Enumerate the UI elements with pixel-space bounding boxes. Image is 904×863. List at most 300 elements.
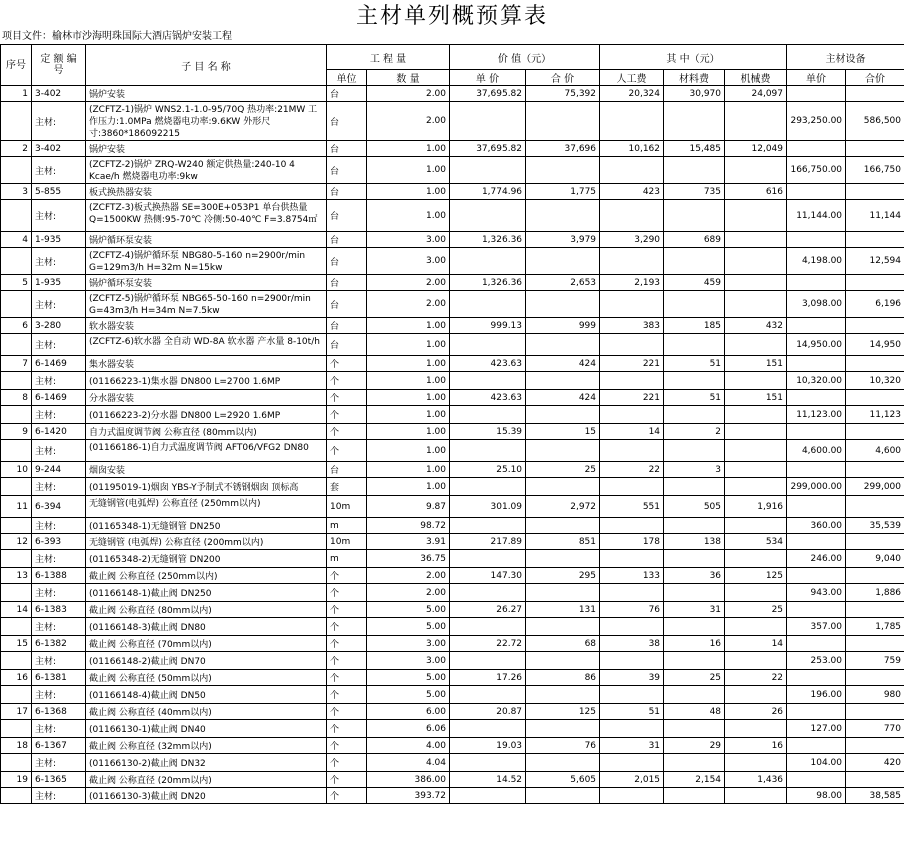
cell-m-unit-price: 98.00 — [787, 788, 846, 804]
cell-mat-fee: 505 — [664, 496, 725, 518]
cell-total — [526, 334, 600, 356]
cell-m-total: 12,594 — [846, 248, 904, 275]
cell-labor: 221 — [600, 356, 664, 372]
cell-code: 6-1368 — [32, 704, 86, 720]
cell-mat-fee — [664, 518, 725, 534]
cell-unit-price: 37,695.82 — [450, 141, 526, 157]
cell-seq — [1, 334, 32, 356]
cell-unit: 个 — [327, 602, 367, 618]
cell-machine: 12,049 — [725, 141, 787, 157]
cell-qty: 3.00 — [367, 232, 450, 248]
cell-mat-fee — [664, 334, 725, 356]
cell-unit-price: 423.63 — [450, 356, 526, 372]
cell-labor — [600, 372, 664, 390]
cell-qty: 6.06 — [367, 720, 450, 738]
cell-m-total: 420 — [846, 754, 904, 772]
cell-seq: 8 — [1, 390, 32, 406]
cell-qty: 2.00 — [367, 584, 450, 602]
cell-qty: 1.00 — [367, 424, 450, 440]
cell-total — [526, 518, 600, 534]
table-row — [1, 462, 904, 478]
cell-m-unit-price: 3,098.00 — [787, 291, 846, 318]
cell-labor: 10,162 — [600, 141, 664, 157]
cell-name: (01166223-2)分水器 DN800 L=2920 1.6MP — [86, 406, 327, 424]
cell-m-total — [846, 636, 904, 652]
cell-m-unit-price — [787, 772, 846, 788]
cell-total — [526, 440, 600, 462]
cell-name: 锅炉循环泵安装 — [86, 275, 327, 291]
cell-name: 锅炉安装 — [86, 141, 327, 157]
cell-machine: 16 — [725, 738, 787, 754]
cell-seq — [1, 102, 32, 141]
cell-unit: 台 — [327, 232, 367, 248]
cell-machine — [725, 232, 787, 248]
cell-mat-fee — [664, 248, 725, 275]
cell-total: 68 — [526, 636, 600, 652]
cell-mat-fee: 459 — [664, 275, 725, 291]
header-total: 合 价 — [526, 70, 600, 86]
cell-m-total — [846, 738, 904, 754]
cell-code: 6-1381 — [32, 670, 86, 686]
cell-machine: 151 — [725, 390, 787, 406]
cell-name: 集水器安装 — [86, 356, 327, 372]
cell-name: (ZCFTZ-2)锅炉 ZRQ-W240 额定供热量:240-10 4 Kcae/h 燃烧器电功率:9kw — [86, 157, 327, 184]
cell-total — [526, 372, 600, 390]
cell-seq: 17 — [1, 704, 32, 720]
cell-mat-fee: 25 — [664, 670, 725, 686]
cell-mat-fee — [664, 372, 725, 390]
cell-code: 3-280 — [32, 318, 86, 334]
cell-unit-price: 1,326.36 — [450, 232, 526, 248]
cell-name: (01165348-1)无缝钢管 DN250 — [86, 518, 327, 534]
cell-code: 1-935 — [32, 275, 86, 291]
cell-unit-price: 15.39 — [450, 424, 526, 440]
cell-m-total — [846, 86, 904, 102]
cell-mat-fee: 2 — [664, 424, 725, 440]
cell-labor — [600, 248, 664, 275]
cell-code: 主材: — [32, 102, 86, 141]
table-row — [1, 248, 904, 275]
cell-unit: 台 — [327, 275, 367, 291]
cell-machine — [725, 372, 787, 390]
cell-unit-price — [450, 248, 526, 275]
cell-m-total — [846, 462, 904, 478]
cell-machine — [725, 754, 787, 772]
cell-code: 主材: — [32, 334, 86, 356]
header-unit: 单位 — [327, 70, 367, 86]
cell-mat-fee: 51 — [664, 356, 725, 372]
cell-unit: 台 — [327, 157, 367, 184]
header-code: 定 额 编 号 — [32, 45, 86, 86]
cell-labor — [600, 291, 664, 318]
cell-total — [526, 478, 600, 496]
cell-m-unit-price: 246.00 — [787, 550, 846, 568]
cell-m-total: 586,500 — [846, 102, 904, 141]
cell-qty: 1.00 — [367, 406, 450, 424]
cell-seq — [1, 618, 32, 636]
cell-machine: 26 — [725, 704, 787, 720]
cell-unit-price: 20.87 — [450, 704, 526, 720]
cell-m-total — [846, 356, 904, 372]
cell-code: 主材: — [32, 200, 86, 232]
cell-m-total: 6,196 — [846, 291, 904, 318]
cell-seq: 11 — [1, 496, 32, 518]
cell-m-total — [846, 424, 904, 440]
cell-mat-fee — [664, 440, 725, 462]
cell-name: (01166148-1)截止阀 DN250 — [86, 584, 327, 602]
table-row — [1, 772, 904, 788]
cell-code: 6-1469 — [32, 356, 86, 372]
cell-m-unit-price — [787, 390, 846, 406]
cell-labor: 2,015 — [600, 772, 664, 788]
cell-code: 6-393 — [32, 534, 86, 550]
cell-labor: 133 — [600, 568, 664, 584]
cell-unit-price: 423.63 — [450, 390, 526, 406]
cell-mat-fee — [664, 720, 725, 738]
cell-name: 锅炉循环泵安装 — [86, 232, 327, 248]
cell-m-unit-price: 357.00 — [787, 618, 846, 636]
cell-m-unit-price — [787, 232, 846, 248]
cell-total — [526, 686, 600, 704]
cell-qty: 2.00 — [367, 102, 450, 141]
cell-total: 75,392 — [526, 86, 600, 102]
cell-code: 3-402 — [32, 86, 86, 102]
cell-qty: 36.75 — [367, 550, 450, 568]
cell-machine — [725, 334, 787, 356]
cell-unit-price — [450, 372, 526, 390]
cell-mat-fee: 31 — [664, 602, 725, 618]
cell-m-total — [846, 275, 904, 291]
cell-total: 2,653 — [526, 275, 600, 291]
cell-machine — [725, 478, 787, 496]
cell-m-total — [846, 704, 904, 720]
table-row — [1, 534, 904, 550]
cell-name: 截止阀 公称直径 (20mm以内) — [86, 772, 327, 788]
cell-labor: 383 — [600, 318, 664, 334]
cell-unit-price: 37,695.82 — [450, 86, 526, 102]
cell-unit: 个 — [327, 584, 367, 602]
cell-code: 主材: — [32, 372, 86, 390]
cell-labor: 39 — [600, 670, 664, 686]
header-unit-price: 单 价 — [450, 70, 526, 86]
cell-total: 851 — [526, 534, 600, 550]
cell-total: 295 — [526, 568, 600, 584]
cell-seq — [1, 788, 32, 804]
cell-m-total — [846, 232, 904, 248]
cell-total — [526, 248, 600, 275]
cell-m-unit-price: 4,600.00 — [787, 440, 846, 462]
table-row — [1, 356, 904, 372]
cell-unit-price: 301.09 — [450, 496, 526, 518]
cell-unit: 10m — [327, 496, 367, 518]
cell-seq — [1, 518, 32, 534]
cell-machine — [725, 157, 787, 184]
cell-unit-price: 14.52 — [450, 772, 526, 788]
cell-code: 主材: — [32, 518, 86, 534]
cell-unit-price — [450, 102, 526, 141]
cell-mat-fee — [664, 406, 725, 424]
cell-unit-price — [450, 686, 526, 704]
cell-code: 9-244 — [32, 462, 86, 478]
cell-machine — [725, 618, 787, 636]
header-seq: 序号 — [1, 45, 32, 86]
cell-mat-fee: 3 — [664, 462, 725, 478]
cell-seq: 7 — [1, 356, 32, 372]
cell-total: 2,972 — [526, 496, 600, 518]
cell-machine — [725, 424, 787, 440]
cell-name: (01166223-1)集水器 DN800 L=2700 1.6MP — [86, 372, 327, 390]
cell-qty: 5.00 — [367, 602, 450, 618]
cell-labor — [600, 406, 664, 424]
cell-seq: 6 — [1, 318, 32, 334]
cell-total — [526, 618, 600, 636]
cell-mat-fee: 15,485 — [664, 141, 725, 157]
cell-name: (ZCFTZ-4)锅炉循环泵 NBG80-5-160 n=2900r/min G=129m3/h H=32m N=15kw — [86, 248, 327, 275]
header-value: 价 值（元） — [450, 45, 600, 70]
cell-m-total — [846, 184, 904, 200]
cell-mat-fee: 138 — [664, 534, 725, 550]
cell-total: 37,696 — [526, 141, 600, 157]
cell-labor: 38 — [600, 636, 664, 652]
cell-m-unit-price — [787, 462, 846, 478]
cell-labor — [600, 720, 664, 738]
cell-qty: 386.00 — [367, 772, 450, 788]
cell-m-total: 35,539 — [846, 518, 904, 534]
cell-m-total: 166,750 — [846, 157, 904, 184]
cell-m-total — [846, 534, 904, 550]
cell-m-unit-price: 10,320.00 — [787, 372, 846, 390]
cell-mat-fee — [664, 291, 725, 318]
cell-name: 无缝钢管(电弧焊) 公称直径 (250mm以内) — [86, 496, 327, 518]
cell-unit-price — [450, 550, 526, 568]
cell-mat-fee — [664, 584, 725, 602]
cell-unit-price — [450, 334, 526, 356]
cell-code: 主材: — [32, 478, 86, 496]
cell-unit-price — [450, 406, 526, 424]
cell-labor — [600, 102, 664, 141]
cell-m-unit-price: 127.00 — [787, 720, 846, 738]
table-row — [1, 754, 904, 772]
cell-mat-fee: 30,970 — [664, 86, 725, 102]
cell-name: 截止阀 公称直径 (70mm以内) — [86, 636, 327, 652]
cell-unit: 台 — [327, 462, 367, 478]
cell-seq: 13 — [1, 568, 32, 584]
table-row — [1, 141, 904, 157]
cell-m-unit-price — [787, 424, 846, 440]
header-material: 主材设备 — [787, 45, 904, 70]
cell-machine: 432 — [725, 318, 787, 334]
cell-mat-fee — [664, 478, 725, 496]
table-row — [1, 584, 904, 602]
cell-total — [526, 406, 600, 424]
cell-seq — [1, 720, 32, 738]
cell-seq — [1, 584, 32, 602]
cell-mat-fee — [664, 200, 725, 232]
cell-machine — [725, 518, 787, 534]
cell-m-total — [846, 602, 904, 618]
cell-total: 86 — [526, 670, 600, 686]
cell-m-unit-price: 293,250.00 — [787, 102, 846, 141]
cell-name: (ZCFTZ-3)板式换热器 SE=300E+053P1 单台供热量Q=1500KW 热侧:95-70℃ 冷侧:50-40℃ F=3.8754㎡ — [86, 200, 327, 232]
cell-unit-price — [450, 518, 526, 534]
cell-labor — [600, 478, 664, 496]
cell-qty: 4.00 — [367, 738, 450, 754]
table-row — [1, 390, 904, 406]
cell-total — [526, 550, 600, 568]
table-row — [1, 788, 904, 804]
budget-table — [0, 44, 904, 804]
cell-machine: 1,436 — [725, 772, 787, 788]
cell-machine: 22 — [725, 670, 787, 686]
cell-m-unit-price — [787, 602, 846, 618]
cell-code: 主材: — [32, 686, 86, 704]
cell-m-unit-price — [787, 496, 846, 518]
cell-unit: 台 — [327, 248, 367, 275]
cell-qty: 1.00 — [367, 356, 450, 372]
cell-labor: 51 — [600, 704, 664, 720]
cell-code: 主材: — [32, 550, 86, 568]
cell-machine — [725, 652, 787, 670]
table-row — [1, 102, 904, 141]
cell-unit: 个 — [327, 372, 367, 390]
cell-m-unit-price — [787, 636, 846, 652]
cell-name: (ZCFTZ-5)锅炉循环泵 NBG65-50-160 n=2900r/min G=43m3/h H=34m N=7.5kw — [86, 291, 327, 318]
cell-unit-price: 217.89 — [450, 534, 526, 550]
cell-qty: 393.72 — [367, 788, 450, 804]
cell-machine — [725, 462, 787, 478]
cell-m-total: 770 — [846, 720, 904, 738]
cell-seq: 4 — [1, 232, 32, 248]
cell-unit-price — [450, 584, 526, 602]
cell-qty: 1.00 — [367, 462, 450, 478]
cell-name: 软水器安装 — [86, 318, 327, 334]
cell-m-unit-price — [787, 738, 846, 754]
cell-qty: 1.00 — [367, 200, 450, 232]
cell-m-unit-price — [787, 275, 846, 291]
cell-name: (01165348-2)无缝钢管 DN200 — [86, 550, 327, 568]
cell-machine: 534 — [725, 534, 787, 550]
cell-m-unit-price: 943.00 — [787, 584, 846, 602]
cell-mat-fee: 36 — [664, 568, 725, 584]
cell-total: 999 — [526, 318, 600, 334]
table-row — [1, 518, 904, 534]
cell-name: (01166148-2)截止阀 DN70 — [86, 652, 327, 670]
cell-unit: 个 — [327, 390, 367, 406]
cell-mat-fee — [664, 788, 725, 804]
cell-m-total: 11,144 — [846, 200, 904, 232]
cell-m-unit-price: 14,950.00 — [787, 334, 846, 356]
cell-unit: 台 — [327, 141, 367, 157]
cell-unit: 个 — [327, 424, 367, 440]
cell-seq: 10 — [1, 462, 32, 478]
cell-unit-price — [450, 618, 526, 636]
cell-mat-fee: 29 — [664, 738, 725, 754]
cell-m-total: 38,585 — [846, 788, 904, 804]
cell-machine: 25 — [725, 602, 787, 618]
cell-machine — [725, 200, 787, 232]
table-row — [1, 275, 904, 291]
cell-m-unit-price: 4,198.00 — [787, 248, 846, 275]
cell-total — [526, 652, 600, 670]
cell-machine: 24,097 — [725, 86, 787, 102]
cell-labor: 14 — [600, 424, 664, 440]
header-name: 子 目 名 称 — [86, 45, 327, 86]
cell-machine — [725, 275, 787, 291]
cell-unit-price — [450, 720, 526, 738]
cell-qty: 9.87 — [367, 496, 450, 518]
cell-labor: 178 — [600, 534, 664, 550]
cell-m-unit-price — [787, 704, 846, 720]
cell-total — [526, 200, 600, 232]
cell-mat-fee: 2,154 — [664, 772, 725, 788]
cell-seq: 1 — [1, 86, 32, 102]
cell-name: 锅炉安装 — [86, 86, 327, 102]
cell-unit-price: 26.27 — [450, 602, 526, 618]
cell-machine — [725, 550, 787, 568]
header-quantity: 工 程 量 — [327, 45, 450, 70]
cell-labor — [600, 440, 664, 462]
cell-name: (01166148-4)截止阀 DN50 — [86, 686, 327, 704]
cell-total — [526, 291, 600, 318]
cell-unit-price — [450, 754, 526, 772]
table-row — [1, 704, 904, 720]
cell-code: 1-935 — [32, 232, 86, 248]
cell-seq — [1, 440, 32, 462]
cell-unit: 个 — [327, 704, 367, 720]
table-row — [1, 686, 904, 704]
cell-code: 主材: — [32, 652, 86, 670]
cell-seq — [1, 550, 32, 568]
header-labor: 人工费 — [600, 70, 664, 86]
header-machine: 机械费 — [725, 70, 787, 86]
cell-code: 3-402 — [32, 141, 86, 157]
cell-code: 6-1388 — [32, 568, 86, 584]
cell-m-total — [846, 141, 904, 157]
cell-name: 自力式温度调节阀 公称直径 (80mm以内) — [86, 424, 327, 440]
cell-code: 主材: — [32, 291, 86, 318]
cell-qty: 1.00 — [367, 141, 450, 157]
cell-m-unit-price: 360.00 — [787, 518, 846, 534]
cell-unit: 个 — [327, 686, 367, 704]
cell-seq — [1, 686, 32, 704]
cell-name: 截止阀 公称直径 (80mm以内) — [86, 602, 327, 618]
table-row — [1, 86, 904, 102]
cell-m-unit-price — [787, 534, 846, 550]
cell-qty: 3.91 — [367, 534, 450, 550]
cell-labor: 221 — [600, 390, 664, 406]
cell-machine: 125 — [725, 568, 787, 584]
cell-name: (ZCFTZ-6)软水器 全自动 WD-8A 软水器 产水量 8-10t/h — [86, 334, 327, 356]
cell-qty: 1.00 — [367, 334, 450, 356]
cell-labor: 423 — [600, 184, 664, 200]
cell-m-total: 14,950 — [846, 334, 904, 356]
cell-labor — [600, 754, 664, 772]
cell-code: 主材: — [32, 248, 86, 275]
cell-total: 424 — [526, 390, 600, 406]
cell-qty: 1.00 — [367, 184, 450, 200]
cell-m-total — [846, 670, 904, 686]
cell-machine: 151 — [725, 356, 787, 372]
cell-unit: 个 — [327, 754, 367, 772]
cell-unit: m — [327, 550, 367, 568]
cell-unit-price: 1,774.96 — [450, 184, 526, 200]
cell-labor — [600, 584, 664, 602]
cell-unit-price: 25.10 — [450, 462, 526, 478]
cell-mat-fee: 689 — [664, 232, 725, 248]
cell-labor — [600, 788, 664, 804]
cell-qty: 6.00 — [367, 704, 450, 720]
cell-m-unit-price: 104.00 — [787, 754, 846, 772]
